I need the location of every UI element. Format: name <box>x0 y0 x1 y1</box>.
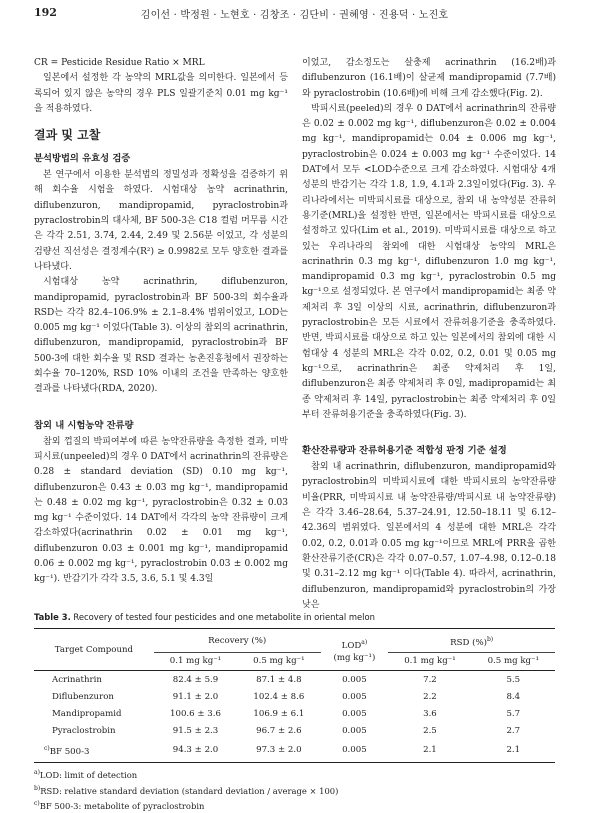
table-row: Mandipropamid 100.6 ± 3.6 106.9 ± 6.1 0.005 3.6 5.7 <box>52 708 521 719</box>
recovery-table <box>34 628 555 763</box>
subsection-title-residues: 참외 내 시험농약 잔류량 <box>34 419 134 431</box>
subsection-title-validation: 분석방법의 유효성 검증 <box>34 153 131 165</box>
left-column <box>34 56 288 588</box>
header-rsd: RSD (%)$^{b)}$ <box>388 629 555 653</box>
subsection-title-conversion: 환산잔류량과 잔류허용기준 적합성 판정 기준 설정 <box>302 445 507 457</box>
table-caption: Table 3. Recovery of tested four pesticides and one metabolite in oriental melon <box>34 612 375 622</box>
paragraph-residues: 참외 껍질의 박피여부에 따른 농약잔류량을 측정한 결과, 미박피시료(unpeeled)의 경우 0 DAT에서 acrinathrin의 잔류량은 0.28 ± standard deviation (SD) 0.10 mg kg⁻¹, diflubenzuron은 0.43 ± 0.03 mg kg⁻¹, mandipropamid는 0.48 ± 0.02 mg kg⁻¹, pyraclostrobin은 0.32 ± 0.03 mg kg⁻¹ 수준이었다. 14 DAT에서 각각의 농약 잔류량이 크게 감소하였다(acrinathrin 0.02 ± 0.01 mg kg⁻¹, diflubenzuron 0.03 ± 0.001 mg kg⁻¹, mandipropamid 0.06 ± 0.002 mg kg⁻¹, pyraclostrobin 0.03 ± 0.002 mg kg⁻¹). 반감기가 각각 3.5, 3.6, 5.1 및 4.3일 <box>34 436 288 585</box>
table-row: Pyraclostrobin 91.5 ± 2.3 96.7 ± 2.6 0.005 2.5 2.7 <box>52 725 521 736</box>
paragraph-continued: 이었고, 감소정도는 살충제 acrinathrin (16.2배)과 diflubenzuron (16.1배)이 살균제 mandipropamid (7.7배)와 pyraclostrobin (10.6배)에 비해 크게 감소했다(Fig. 2). <box>302 58 556 99</box>
section-title: 결과 및 고찰 <box>34 128 101 143</box>
header-recovery-level-1: 0.1 mg kg⁻¹ <box>169 655 222 666</box>
header-rsd-level-2: 0.5 mg kg⁻¹ <box>487 655 540 666</box>
header-target-compound: Target Compound <box>34 629 154 671</box>
footnote: $^{c)}$BF 500-3: metabolite of pyraclostrobin <box>34 800 205 812</box>
table-row: Diflubenzuron 91.1 ± 2.0 102.4 ± 8.6 0.005 2.2 8.4 <box>52 691 521 702</box>
paragraph-conversion: 참외 내 acrinathrin, diflubenzuron, mandipropamid와 pyraclostrobin의 미박피시료에 대한 박피시료의 농약잔류량 비율(PRR, 미박피시료 내 농약잔류량/박피시료 내 농약잔류량)은 각각 3.46–28.64, 5.37–24.91, 12.50–18.11 및 6.12–42.36의 범위였다. 일본에서의 4 성분에 대한 MRL은 각각 0.02, 0.2, 0.01과 0.05 mg kg⁻¹이므로 MRL에 PRR을 곱한 환산잔류기준(CR)은 각각 0.07–0.57, 1.07–4.98, 0.12–0.18 및 0.31–2.12 mg kg⁻¹ 이다(Table 4). 따라서, acrinathrin, diflubenzuron, mandipropamid와 pyraclostrobin의 가장 낮은 <box>302 462 556 610</box>
right-column <box>302 56 556 613</box>
paragraph-validation-1: 본 연구에서 이용한 분석법의 정밀성과 정확성을 검증하기 위해 회수율 시험을 하였다. 시험대상 농약 acrinathrin, diflubenzuron, mandipropamid, pyraclostrobin과 pyraclostrobin의 대사체, BF 500-3은 C18 컬럼 머무름 시간은 각각 2.51, 3.74, 2.44, 2.49 및 2.56분 이었고, 각 성분의 검량선 직선성은 결정계수(R²) ≥ 0.9982로 모두 양호한 결과를 나타냈다. <box>34 170 288 272</box>
page-number: 192 <box>34 6 57 19</box>
header-recovery: Recovery (%) <box>154 629 321 653</box>
intro-paragraph: 일본에서 설정한 각 농약의 MRL값을 의미한다. 일본에서 등록되어 있지 않은 농약의 경우 PLS 일괄기준치 0.01 mg kg⁻¹을 적용하였다. <box>34 73 288 114</box>
header-lod: LOD$^{a)}$ (mg kg⁻¹) <box>321 629 389 671</box>
equation: CR = Pesticide Residue Ratio × MRL <box>34 58 205 68</box>
paragraph-peeled: 박피시료(peeled)의 경우 0 DAT에서 acrinathrin의 잔류량은 0.02 ± 0.002 mg kg⁻¹, diflubenzuron은 0.02 ± 0.004 mg kg⁻¹, mandipropamid는 0.04 ± 0.006 mg kg⁻¹, pyraclostrobin은 0.024 ± 0.003 mg kg⁻¹ 수준이었다. 14 DAT에서 모두 <LOD수준으로 크게 감소하였다. 시험대상 4개 성분의 반감기는 각각 1.8, 1.9, 4.1과 2.3일이었다(Fig. 3). 우리나라에서는 미박피시료를 대상으로, 참외 내 농약성분 잔류허용기준(MRL)을 설정한 반면, 일본에서는 박피시료를 대상으로 설정하고 있다(Lim et al., 2019). 미박피시료를 대상으로 하고 있는 우리나라의 참외에 대한 시험대상 농약의 MRL은 acrinathrin 0.3 mg kg⁻¹, diflubenzuron 1.0 mg kg⁻¹, mandipropamid 0.3 mg kg⁻¹, pyraclostrobin 0.5 mg kg⁻¹으로 설정되었다. 본 연구에서 mandipropamid는 최종 약제처리 후 3일 이상의 시료, acrinathrin, diflubenzuron과 pyraclostrobin은 모든 시료에서 잔류허용기준을 충족하였다. 반면, 박피시료를 대상으로 하고 있는 일본에서의 참외에 대한 시험대상 4 성분의 MRL은 각각 0.02, 0.2, 0.01 및 0.05 mg kg⁻¹으로, acrinathrin은 최종 약제처리 후 1일, diflubenzuron은 최종 약제처리 후 0일, madipropamid는 최종 약제처리 후 14일, pyraclostrobin는 최종 약제처리 후 0일부터 잔류허용기준을 충족하였다(Fig. 3). <box>302 103 556 420</box>
header-rsd-level-1: 0.1 mg kg⁻¹ <box>404 655 456 666</box>
footnote: $^{a)}$LOD: limit of detection <box>34 768 138 780</box>
paragraph-validation-2: 시험대상 농약 acrinathrin, diflubenzuron, mandipropamid, pyraclostrobin과 BF 500-3의 회수율과 RSD는 각각 82.4–106.9% ± 2.1–8.4% 범위이었고, LOD는 0.005 mg kg⁻¹ 이었다(Table 3). 이상의 참외의 acrinathrin, diflubenzuron, mandipropamid, pyraclostrobin과 BF 500-3에 대한 회수율 및 RSD 결과는 농촌진흥청에서 권장하는 회수율 70–120%, RSD 10% 이내의 조건을 만족하는 양호한 결과를 나타냈다(RDA, 2020). <box>34 277 288 395</box>
table-3 <box>34 612 555 813</box>
table-row: $^{c)}$BF 500-3 94.3 ± 2.0 97.3 ± 2.0 0.005 2.1 2.1 <box>34 740 555 762</box>
table-footnotes <box>34 766 555 813</box>
page-header <box>34 6 555 28</box>
running-head-authors: 김이선 · 박정원 · 노현호 · 김창조 · 김단비 · 권혜영 · 진용덕 · 노진호 <box>140 10 449 21</box>
footnote: $^{b)}$RSD: relative standard deviation (standard deviation / average × 100) <box>34 784 339 796</box>
header-recovery-level-2: 0.5 mg kg⁻¹ <box>253 655 305 666</box>
table-row: Acrinathrin 82.4 ± 5.9 87.1 ± 4.8 0.005 7.2 5.5 <box>34 670 555 689</box>
